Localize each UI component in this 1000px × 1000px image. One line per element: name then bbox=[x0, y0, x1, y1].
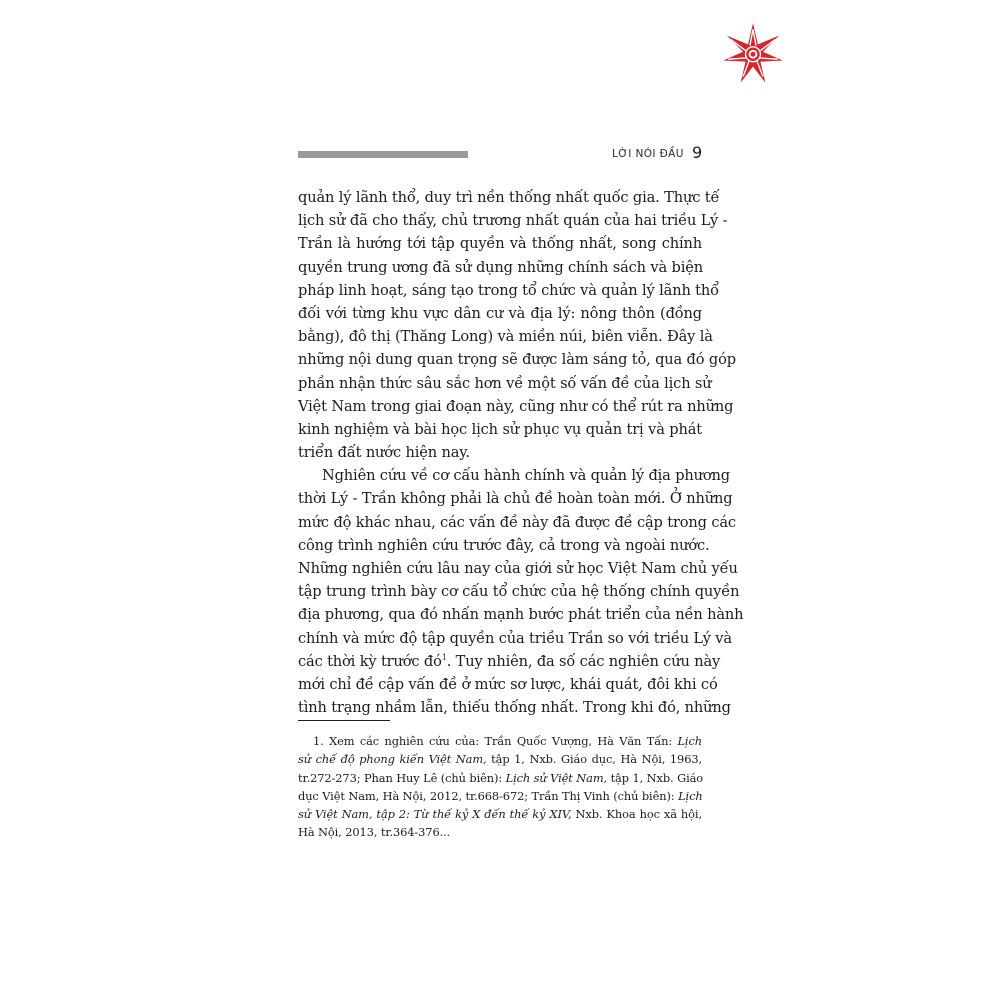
footnote-text: dục Việt Nam, Hà Nội, 2012, tr.668-672; Trần Thị Vinh (chủ biên): bbox=[298, 788, 679, 803]
footnote-title: sử Việt Nam, tập 2: Từ thế kỷ X đến thế kỷ XIV, bbox=[298, 807, 572, 822]
page-number: 9 bbox=[692, 143, 703, 162]
footnote bbox=[298, 732, 702, 842]
body-line: pháp linh hoạt, sáng tạo trong tổ chức và quản lý lãnh thổ bbox=[298, 281, 719, 299]
footnote-line bbox=[298, 769, 702, 787]
footnote-text: Nxb. Khoa học xã hội, bbox=[571, 807, 702, 822]
body-text bbox=[298, 186, 744, 719]
body-line-part: . Tuy nhiên, đa số các nghiên cứu này bbox=[446, 652, 721, 670]
publisher-star-logo-icon bbox=[722, 22, 784, 84]
body-line-with-footnote bbox=[298, 650, 721, 673]
body-line: mức độ khác nhau, các vấn đề này đã được đề cập trong các bbox=[298, 513, 736, 531]
body-line: đối với từng khu vực dân cư và địa lý: nông thôn (đồng bbox=[298, 304, 702, 322]
body-line: thời Lý - Trần không phải là chủ đề hoàn toàn mới. Ở những bbox=[298, 490, 733, 508]
footnote-text: tập 1, Nxb. Giáo dục, Hà Nội, 1963, bbox=[486, 752, 703, 767]
body-line: tập trung trình bày cơ cấu tổ chức của hệ thống chính quyền bbox=[298, 583, 740, 601]
footnote-title: Lịch sử Việt Nam, bbox=[505, 770, 608, 785]
footnote-title: Lịch bbox=[678, 788, 703, 803]
body-line: Trần là hướng tới tập quyền và thống nhất, song chính bbox=[298, 235, 702, 253]
body-line: chính và mức độ tập quyền của triều Trần so với triều Lý và bbox=[298, 629, 732, 647]
body-line: Những nghiên cứu lâu nay của giới sử học Việt Nam chủ yếu bbox=[298, 560, 738, 577]
footnote-text: tập 1, Nxb. Giáo bbox=[607, 770, 704, 785]
body-line: tình trạng nhầm lẫn, thiếu thống nhất. Trong khi đó, những bbox=[298, 699, 731, 717]
footnote-title: Lịch bbox=[677, 734, 702, 748]
body-line: lịch sử đã cho thấy, chủ trương nhất quán của hai triều Lý - bbox=[298, 212, 728, 230]
body-line: mới chỉ đề cập vấn đề ở mức sơ lược, khái quát, đôi khi có bbox=[298, 675, 718, 693]
body-line: Việt Nam trong giai đoạn này, cũng như có thể rút ra những bbox=[298, 397, 734, 415]
running-head-title: LỜI NÓI ĐẦU bbox=[612, 148, 684, 160]
footnote-line: Hà Nội, 2013, tr.364-376... bbox=[298, 825, 451, 840]
body-line: quản lý lãnh thổ, duy trì nền thống nhất quốc gia. Thực tế bbox=[298, 189, 720, 206]
header-rule-bar bbox=[298, 151, 468, 158]
footnote-reference: 1 bbox=[441, 652, 447, 662]
footnote-line bbox=[298, 750, 702, 768]
footnote-separator bbox=[298, 720, 390, 721]
body-line-part: các thời kỳ trước đó bbox=[298, 652, 442, 670]
body-line: Nghiên cứu về cơ cấu hành chính và quản lý địa phương bbox=[322, 467, 730, 485]
body-line: quyền trung ương đã sử dụng những chính sách và biện bbox=[298, 258, 704, 276]
footnote-line bbox=[298, 732, 702, 750]
footnote-text: tr.272-273; Phan Huy Lê (chủ biên): bbox=[298, 770, 506, 785]
footnote-text: 1. Xem các nghiên cứu của: Trần Quốc Vượng, Hà Văn Tấn: bbox=[313, 734, 678, 748]
footnote-line bbox=[298, 805, 702, 823]
body-line: triển đất nước hiện nay. bbox=[298, 444, 470, 462]
body-line: công trình nghiên cứu trước đây, cả trong và ngoài nước. bbox=[298, 536, 710, 554]
body-line: những nội dung quan trọng sẽ được làm sáng tỏ, qua đó góp bbox=[298, 351, 736, 369]
body-line: địa phương, qua đó nhấn mạnh bước phát triển của nền hành bbox=[298, 606, 744, 624]
footnote-line bbox=[298, 787, 702, 805]
body-line: kinh nghiệm và bài học lịch sử phục vụ quản trị và phát bbox=[298, 420, 702, 438]
footnote-title: sử chế độ phong kiến Việt Nam, bbox=[298, 752, 487, 767]
body-line: phần nhận thức sâu sắc hơn về một số vấn đề của lịch sử bbox=[298, 374, 712, 392]
body-line: bằng), đô thị (Thăng Long) và miền núi, biên viễn. Đây là bbox=[298, 328, 713, 346]
